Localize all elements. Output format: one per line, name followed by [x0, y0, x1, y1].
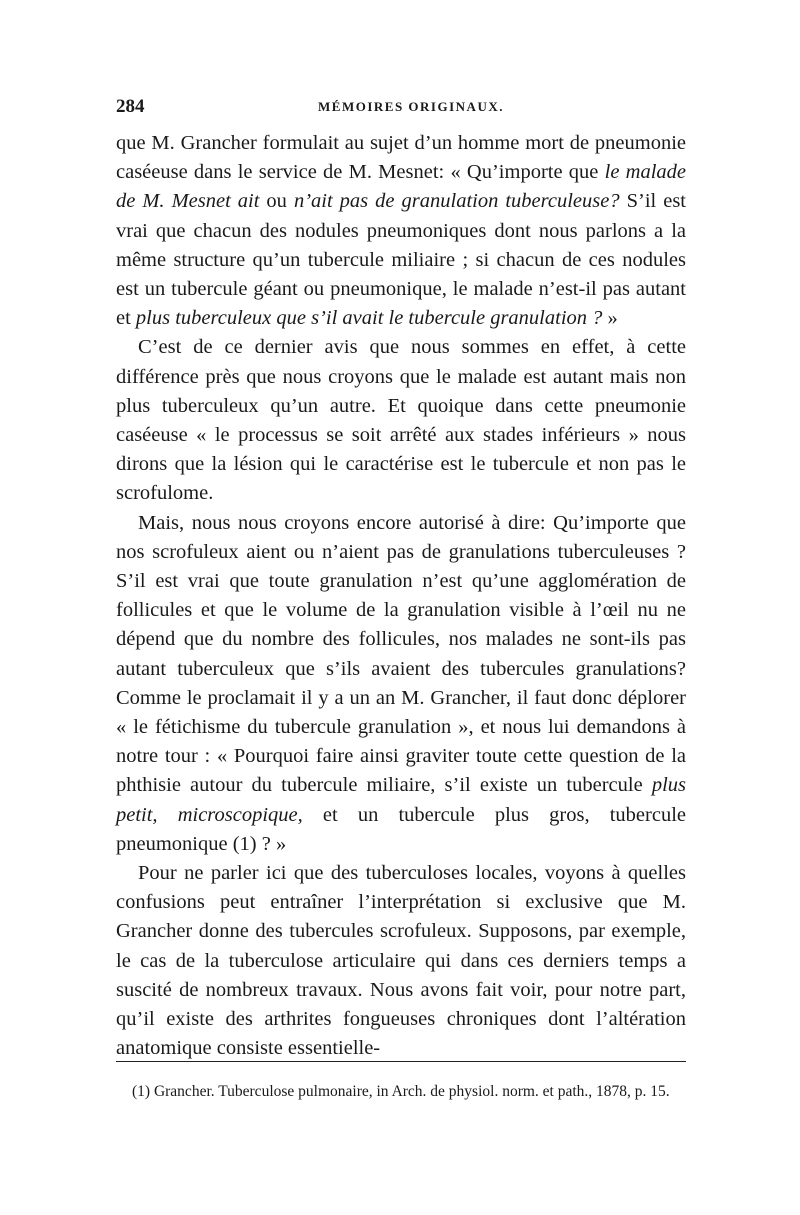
footnote-divider: [116, 1061, 686, 1062]
paragraph-4: Pour ne parler ici que des tuberculoses locales, voyons à quelles confusions peut entraîner l’interprétation si exclusive que M. Grancher donne des tubercules scrofuleux. Supposons, par exemple, le cas de la tuberculose articulaire qui dans ces derniers temps a suscité de nombreux travaux. Nous avons fait voir, pour notre part, qu’il existe des arthrites fongueuses chroniques dont l’altération anatomique consiste essentielle-: [116, 862, 686, 1060]
body-text: [116, 129, 686, 1064]
footnote: (1) Grancher. Tuberculose pulmonaire, in Arch. de physiol. norm. et path., 1878, p. 15.: [132, 1083, 670, 1100]
paragraph-2: C’est de ce dernier avis que nous sommes en effet, à cette différence près que nous croyons que le malade est autant mais non plus tuberculeux qu’un autre. Et quoique dans cette pneumonie caséeuse « le processus se soit arrêté aux stades inférieurs » nous dirons que la lésion qui le caractérise est le tubercule et non pas le scrofulome.: [116, 336, 686, 505]
paragraph-3: Mais, nous nous croyons encore autorisé à dire: Qu’importe que nos scrofuleux aient ou n’aient pas de granulations tuberculeuses ? S’il est vrai que toute granulation n’est qu’une agglomération de follicules et que le volume de la granulation visible à l’œil nu ne dépend que du nombre des follicules, nos malades ne sont-ils pas autant tuberculeux que s’ils avaient des tubercules granulations? Comme le proclamait il y a un an M. Grancher, il faut donc déplorer « le fétichisme du tubercule granulation », et nous lui demandons à notre tour : « Pourquoi faire ainsi graviter toute cette question de la phthisie autour du tubercule miliaire, s’il existe un tubercule plus petit, microscopique, et un tubercule plus gros, tubercule pneumonique (1) ? »: [116, 511, 686, 855]
running-head: MÉMOIRES ORIGINAUX.: [318, 99, 504, 114]
paragraph-1: que M. Grancher formulait au sujet d’un homme mort de pneumonie caséeuse dans le service de M. Mesnet: « Qu’importe que le malade de M. Mesnet ait ou n’ait pas de granulation tuberculeuse? S’il est vrai que chacun des nodules pneumoniques dont nous parlons a la même structure qu’un tubercule miliaire ; si chacun de ces nodules est un tubercule géant ou pneumonique, le malade n’est-il pas autant et plus tuberculeux que s’il avait le tubercule granulation ? »: [116, 132, 687, 330]
page-header: [116, 96, 686, 120]
page-number: 284: [116, 96, 145, 117]
